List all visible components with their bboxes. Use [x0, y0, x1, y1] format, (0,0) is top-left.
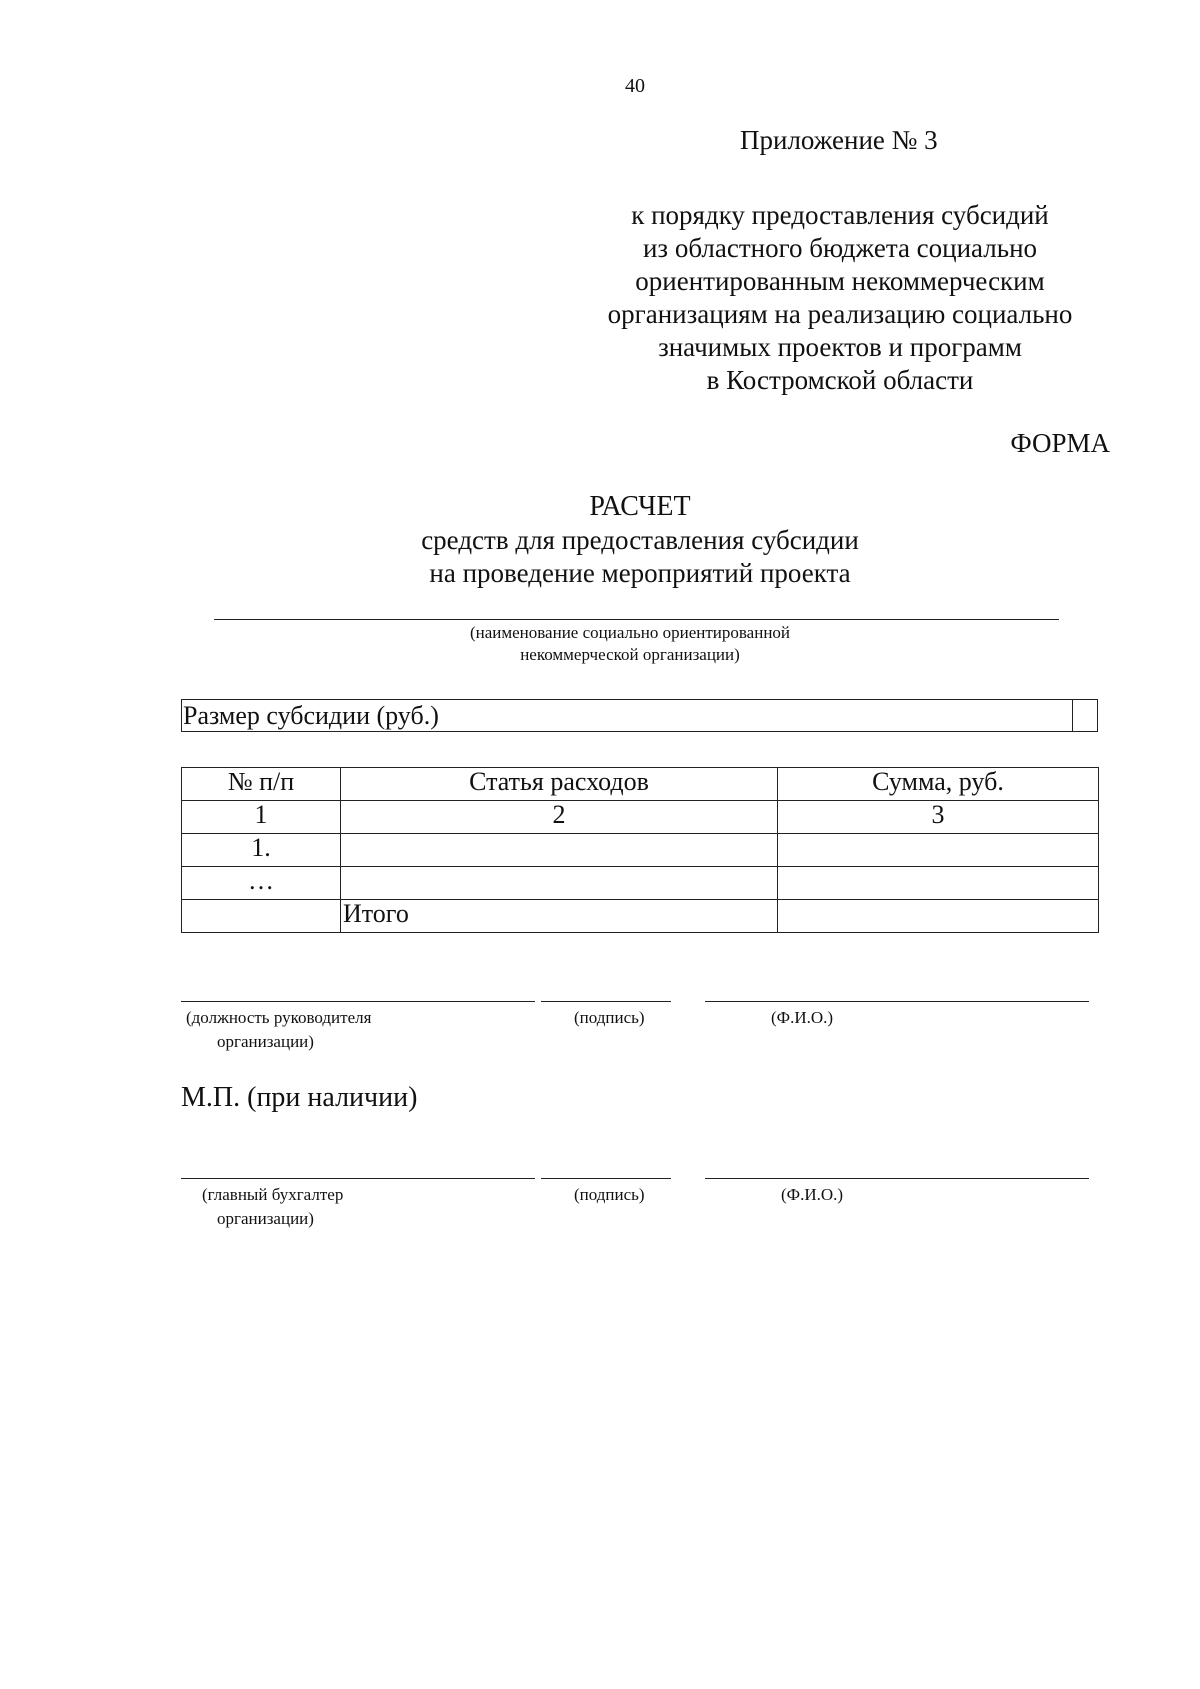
- head-position-caption: (должность руководителя: [186, 1008, 372, 1027]
- expense-table: [181, 767, 1099, 933]
- table-cell-total-input[interactable]: [778, 900, 1099, 933]
- table-cell-input[interactable]: [778, 834, 1099, 867]
- table-cell: [182, 900, 341, 933]
- accountant-name-field[interactable]: [705, 1178, 1089, 1179]
- appendix-subtitle-line: организациям на реализацию социально: [607, 299, 1073, 329]
- appendix-subtitle-line: из областного бюджета социально: [642, 233, 1038, 263]
- table-row: [182, 867, 1099, 900]
- stamp-label: М.П. (при наличии): [181, 1082, 418, 1113]
- appendix-subtitle-line: в Костромской области: [706, 365, 974, 395]
- head-position-caption-line2: организации): [217, 1032, 314, 1051]
- header-cell-amount: Сумма, руб.: [778, 768, 1099, 801]
- head-signature-caption: (подпись): [574, 1008, 645, 1027]
- appendix-title: Приложение № 3: [740, 125, 938, 155]
- page-number: 40: [625, 75, 645, 97]
- table-header-row: [182, 768, 1099, 801]
- table-cell: 3: [778, 801, 1099, 834]
- calculation-subtitle-line: на проведение мероприятий проекта: [429, 558, 851, 588]
- table-cell-input[interactable]: [341, 867, 778, 900]
- header-cell-expense-item: Статья расходов: [341, 768, 778, 801]
- table-cell: 2: [341, 801, 778, 834]
- table-cell: 1.: [182, 834, 341, 867]
- header-cell-number: № п/п: [182, 768, 341, 801]
- organization-name-caption: [330, 622, 930, 666]
- calculation-subtitle: [330, 524, 950, 590]
- table-cell-input[interactable]: [341, 834, 778, 867]
- table-row: [182, 801, 1099, 834]
- form-label: ФОРМА: [1010, 428, 1110, 458]
- appendix-subtitle: [590, 199, 1090, 397]
- organization-caption-line: некоммерческой организации): [520, 645, 740, 664]
- table-cell: 1: [182, 801, 341, 834]
- appendix-subtitle-line: значимых проектов и программ: [658, 332, 1022, 362]
- appendix-subtitle-line: к порядку предоставления субсидий: [631, 200, 1049, 230]
- appendix-subtitle-line: ориентированным некоммерческим: [635, 266, 1045, 296]
- head-name-field[interactable]: [705, 1001, 1089, 1002]
- accountant-position-caption-line2: организации): [217, 1209, 314, 1228]
- table-cell-input[interactable]: [778, 867, 1099, 900]
- head-signature-field[interactable]: [541, 1001, 671, 1002]
- organization-caption-line: (наименование социально ориентированной: [469, 623, 791, 642]
- table-cell-total-label: Итого: [341, 900, 778, 933]
- accountant-position-caption: (главный бухгалтер: [202, 1185, 344, 1204]
- accountant-signature-caption: (подпись): [574, 1185, 645, 1204]
- subsidy-amount-input[interactable]: [1072, 699, 1098, 732]
- head-position-field[interactable]: [181, 1001, 535, 1002]
- accountant-position-field[interactable]: [181, 1178, 535, 1179]
- table-total-row: [182, 900, 1099, 933]
- table-row: [182, 834, 1099, 867]
- calculation-subtitle-line: средств для предоставления субсидии: [421, 525, 859, 555]
- table-cell: …: [182, 867, 341, 900]
- organization-name-field[interactable]: [214, 619, 1059, 620]
- subsidy-amount-label: Размер субсидии (руб.): [183, 701, 439, 730]
- calculation-title: РАСЧЕТ: [589, 491, 691, 522]
- head-name-caption: (Ф.И.О.): [771, 1008, 834, 1027]
- accountant-signature-field[interactable]: [541, 1178, 671, 1179]
- accountant-name-caption: (Ф.И.О.): [781, 1185, 844, 1204]
